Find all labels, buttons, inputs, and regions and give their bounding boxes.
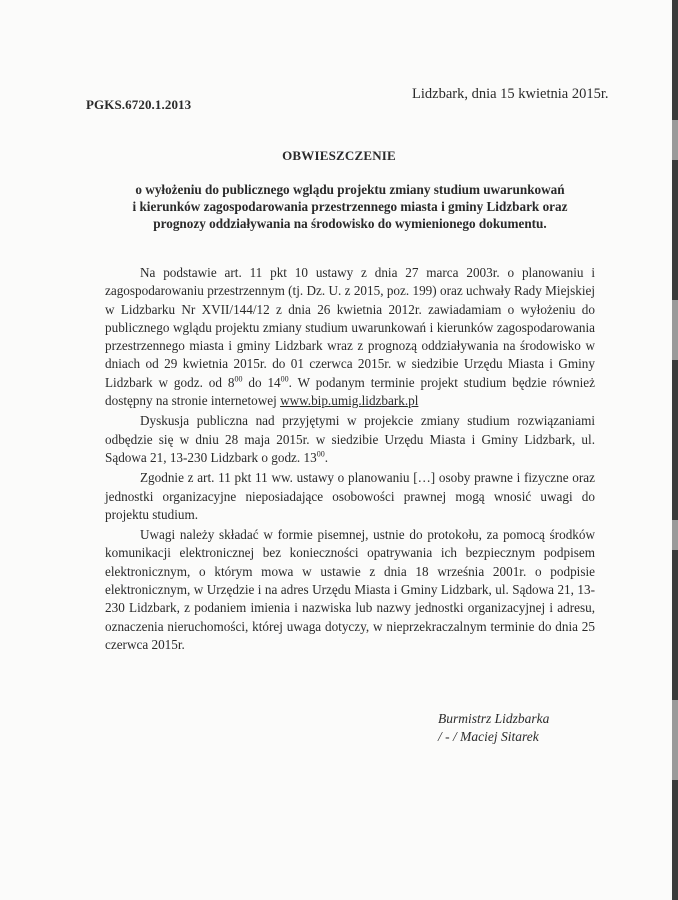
subject-line-1: o wyłożeniu do publicznego wglądu projektu zmiany studium uwarunkowań bbox=[135, 182, 565, 197]
subject-line-3: prognozy oddziaływania na środowisko do wymienionego dokumentu. bbox=[153, 216, 547, 231]
paragraph-public-discussion-text: Dyskusja publiczna nad przyjętymi w projekcie zmiany studium rozwiązaniami odbędzie się w dniu 28 maja 2015r. w siedzibie Urzędu Miasta i Gminy Lidzbark, ul. Sądowa 21, 13-230 Lidzbark o godz. 13 bbox=[105, 413, 595, 465]
paragraph-public-discussion bbox=[105, 412, 595, 467]
paragraph-announcement-mid: do 14 bbox=[242, 374, 281, 390]
paragraph-public-discussion-tail: . bbox=[324, 449, 328, 465]
paragraph-remarks: Uwagi należy składać w formie pisemnej, ustnie do protokołu, za pomocą środków komunikacji elektronicznej bez konieczności opatrywania ich bezpiecznym podpisem elektronicznym, o którym mowa w ustawie z dnia 18 września 2001r. o podpisie elektronicznym, w Urzędzie i na adres Urzędu Miasta i Gminy Lidzbark, ul. Sądowa 21, 13-230 Lidzbark, z podaniem imienia i nazwiska lub nazwy jednostki organizacyjnej i adresu, oznaczenia nieruchomości, której uwaga dotyczy, w nieprzekraczalnym terminie do dnia 25 czerwca 2015r. bbox=[105, 527, 595, 652]
subject-line-2: i kierunków zagospodarowania przestrzennego miasta i gminy Lidzbark oraz bbox=[132, 199, 568, 214]
bip-website-link[interactable]: www.bip.umig.lidzbark.pl bbox=[280, 393, 419, 409]
signature-role: Burmistrz Lidzbarka bbox=[438, 711, 550, 726]
paragraph-announcement bbox=[105, 264, 595, 410]
hour-superscript: 00 bbox=[234, 374, 243, 384]
hour-superscript: 00 bbox=[280, 374, 289, 384]
paragraph-announcement-tail: . W podanym terminie projekt studium będzie również dostępny na stronie internetowej bbox=[105, 374, 595, 409]
reference-number: PGKS.6720.1.2013 bbox=[86, 97, 192, 112]
signature-block bbox=[438, 710, 549, 746]
scan-edge-border bbox=[672, 0, 678, 900]
place-and-date: Lidzbark, dnia 15 kwietnia 2015r. bbox=[412, 86, 609, 102]
document-title: OBWIESZCZENIE bbox=[282, 148, 396, 163]
hour-superscript: 00 bbox=[316, 449, 325, 459]
paragraph-announcement-text: Na podstawie art. 11 pkt 10 ustawy z dnia 27 marca 2003r. o planowaniu i zagospodarowaniu przestrzennym (tj. Dz. U. z 2015, poz. 199) oraz uchwały Rady Miejskiej w Lidzbarku Nr XVII/144/12 z dnia 26 kwietnia 2012r. zawiadamiam o wyłożeniu do publicznego wglądu projektu zmiany studium uwarunkowań i kierunków zagospodarowania przestrzennego miasta i gminy Lidzbark wraz z prognozą oddziaływania na środowisko w dniach od 29 kwietnia 2015r. do 01 czerwca 2015r. w siedzibie Urzędu Miasta i Gminy Lidzbark w godz. od 8 bbox=[105, 265, 595, 390]
signature-name: / - / Maciej Sitarek bbox=[438, 729, 539, 744]
document-body bbox=[105, 264, 595, 656]
document-subject bbox=[80, 181, 620, 232]
paragraph-legal-basis: Zgodnie z art. 11 pkt 11 ww. ustawy o planowaniu […] osoby prawne i fizyczne oraz jednostki organizacyjne nieposiadające osobowości prawnej mogą wnosić uwagi do projektu studium. bbox=[105, 470, 595, 522]
